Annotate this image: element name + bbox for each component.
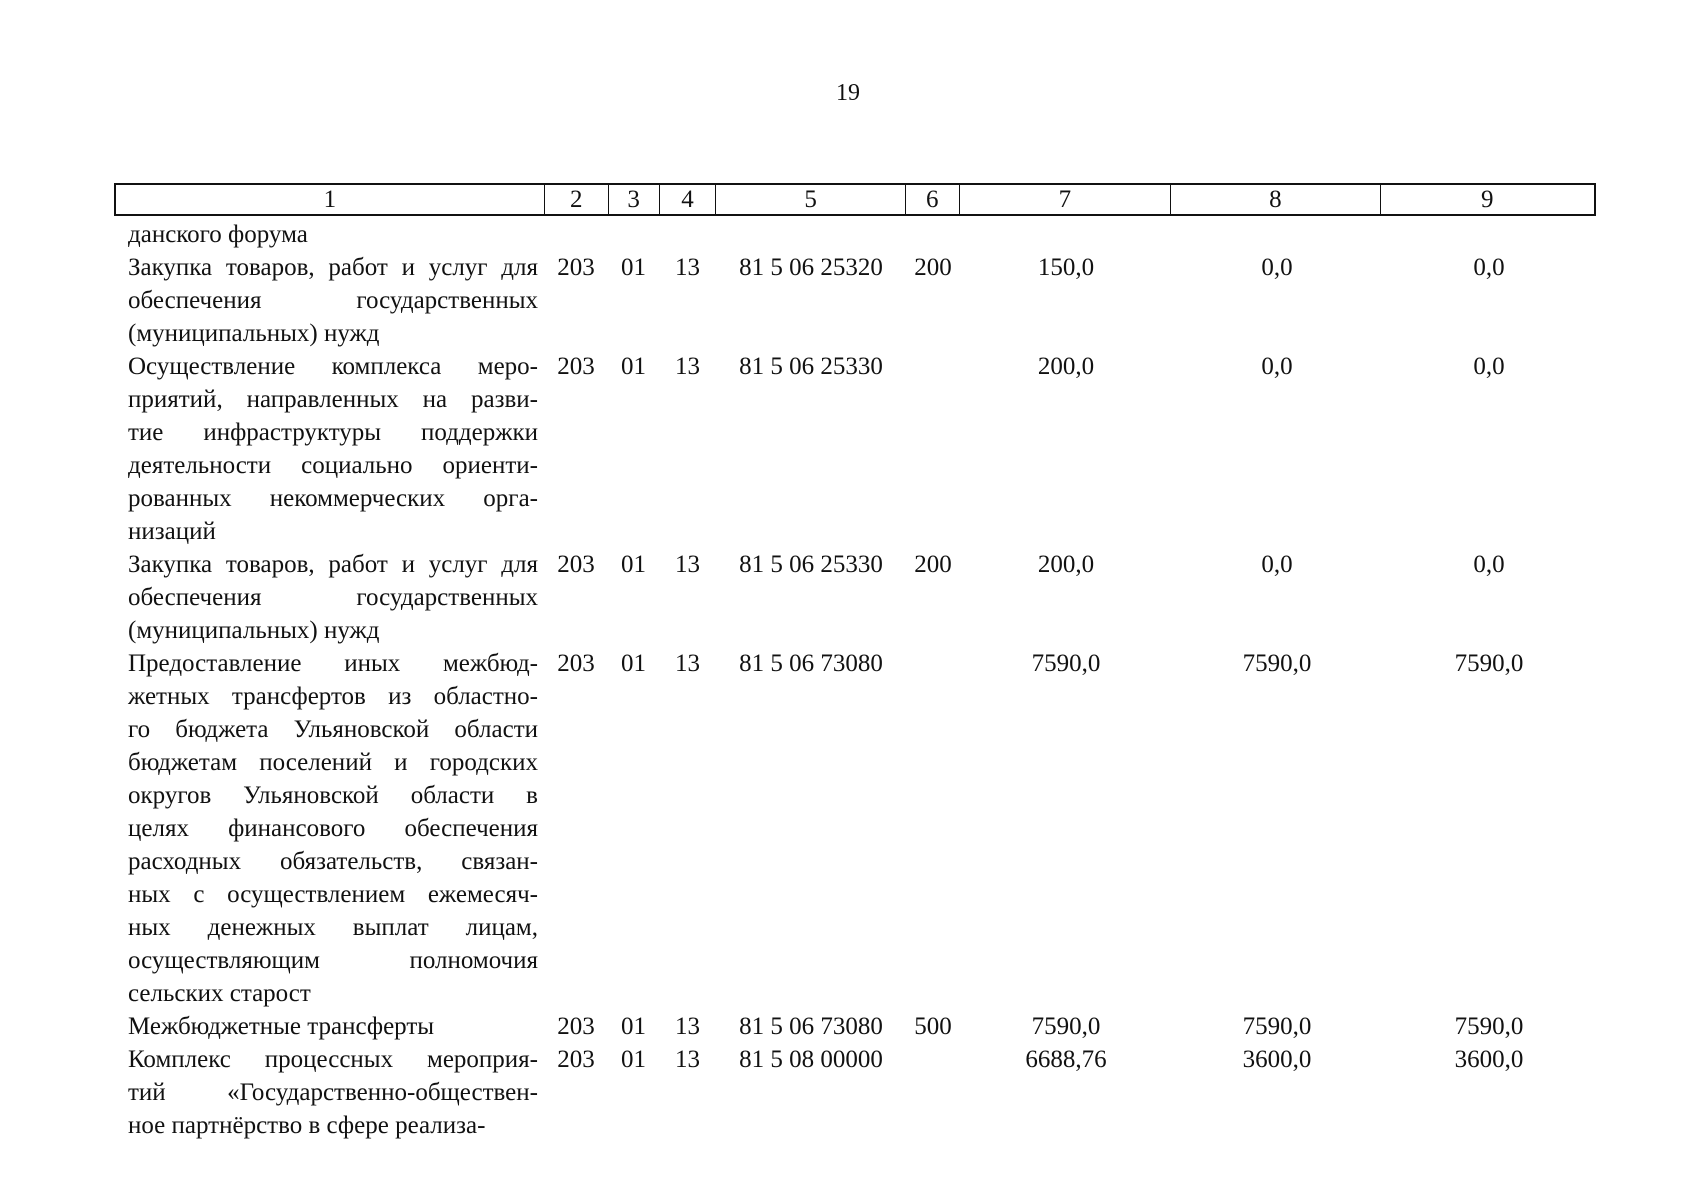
cell-col-5 — [716, 218, 906, 251]
description-line: (муниципальных) нужд — [128, 320, 380, 347]
description-line: сельских старост — [128, 980, 311, 1007]
description-line: тий «Государственно-обществен- — [128, 1079, 538, 1106]
header-cell-6: 6 — [906, 185, 960, 214]
header-cell-8: 8 — [1171, 185, 1380, 214]
cell-col-7: 150,0 — [1037, 254, 1095, 281]
cell-col-6 — [906, 350, 960, 548]
description-line: расходных обязательств, связан- — [128, 848, 538, 875]
cell-col-6 — [906, 647, 960, 1010]
description-line: Осуществление комплекса меро- — [128, 353, 538, 380]
cell-col-7: 6688,76 — [1025, 1046, 1107, 1073]
cell-col-3: 01 — [621, 650, 646, 677]
row-description — [114, 218, 544, 251]
cell-col-9 — [1382, 218, 1596, 251]
cell-col-4: 13 — [675, 650, 700, 677]
description-line: Закупка товаров, работ и услуг для — [128, 551, 538, 578]
cell-col-6: 200 — [914, 254, 952, 281]
cell-col-5: 81 5 06 73080 — [739, 1013, 883, 1040]
table-row — [114, 1043, 1596, 1142]
description-line: деятельности социально ориенти- — [128, 452, 538, 479]
cell-col-9: 3600,0 — [1454, 1046, 1524, 1073]
cell-col-9: 7590,0 — [1454, 650, 1524, 677]
cell-col-4: 13 — [675, 353, 700, 380]
description-line: го бюджета Ульяновской области — [128, 716, 538, 743]
cell-col-3: 01 — [621, 1013, 646, 1040]
table-row — [114, 251, 1596, 350]
description-line: ных денежных выплат лицам, — [128, 914, 538, 941]
header-cell-2: 2 — [545, 185, 609, 214]
cell-col-4: 13 — [675, 551, 700, 578]
description-line: приятий, направленных на разви- — [128, 386, 538, 413]
description-line: низаций — [128, 518, 216, 545]
description-line: осуществляющим полномочия — [128, 947, 538, 974]
cell-col-2: 203 — [557, 353, 595, 380]
cell-col-2: 203 — [557, 1013, 595, 1040]
cell-col-2: 203 — [557, 254, 595, 281]
cell-col-9: 0,0 — [1473, 254, 1505, 281]
description-line: данского форума — [128, 221, 308, 248]
description-line: обеспечения государственных — [128, 584, 538, 611]
header-cell-7: 7 — [960, 185, 1171, 214]
cell-col-9: 0,0 — [1473, 551, 1505, 578]
cell-col-3: 01 — [621, 551, 646, 578]
cell-col-8: 0,0 — [1261, 353, 1293, 380]
description-line: Предоставление иных межбюд- — [128, 650, 538, 677]
description-line: округов Ульяновской области в — [128, 782, 538, 809]
cell-col-2 — [544, 218, 608, 251]
header-cell-3: 3 — [609, 185, 660, 214]
cell-col-6 — [906, 1043, 960, 1142]
cell-col-7: 7590,0 — [1031, 1013, 1101, 1040]
description-line: Закупка товаров, работ и услуг для — [128, 254, 538, 281]
row-description — [114, 1043, 544, 1142]
cell-col-3: 01 — [621, 1046, 646, 1073]
description-line: целях финансового обеспечения — [128, 815, 538, 842]
table-row — [114, 1010, 1596, 1043]
cell-col-6 — [906, 218, 960, 251]
row-description — [114, 251, 544, 350]
table-row — [114, 218, 1596, 251]
row-description — [114, 548, 544, 647]
table-row — [114, 647, 1596, 1010]
cell-col-5: 81 5 06 25330 — [739, 353, 883, 380]
cell-col-2: 203 — [557, 551, 595, 578]
row-description — [114, 647, 544, 1010]
table-row — [114, 548, 1596, 647]
description-line: ных с осуществлением ежемесяч- — [128, 881, 538, 908]
cell-col-2: 203 — [557, 1046, 595, 1073]
cell-col-8: 3600,0 — [1242, 1046, 1312, 1073]
cell-col-4: 13 — [675, 1046, 700, 1073]
cell-col-5: 81 5 06 25320 — [739, 254, 883, 281]
cell-col-2: 203 — [557, 650, 595, 677]
cell-col-7 — [960, 218, 1172, 251]
description-line: обеспечения государственных — [128, 287, 538, 314]
cell-col-5: 81 5 06 73080 — [739, 650, 883, 677]
cell-col-9: 7590,0 — [1454, 1013, 1524, 1040]
description-line: тие инфраструктуры поддержки — [128, 419, 538, 446]
cell-col-8: 7590,0 — [1242, 1013, 1312, 1040]
row-description — [114, 1010, 544, 1043]
cell-col-3 — [608, 218, 659, 251]
cell-col-8: 0,0 — [1261, 254, 1293, 281]
cell-col-3: 01 — [621, 254, 646, 281]
cell-col-7: 7590,0 — [1031, 650, 1101, 677]
header-cell-5: 5 — [716, 185, 905, 214]
description-line: (муниципальных) нужд — [128, 617, 380, 644]
table-body — [114, 218, 1596, 1142]
header-cell-1: 1 — [116, 185, 545, 214]
description-line: бюджетам поселений и городских — [128, 749, 538, 776]
header-cell-9: 9 — [1481, 186, 1494, 213]
table-header — [114, 183, 1596, 216]
cell-col-4: 13 — [675, 254, 700, 281]
description-line: жетных трансфертов из областно- — [128, 683, 538, 710]
cell-col-8: 7590,0 — [1242, 650, 1312, 677]
description-line: Комплекс процессных мероприя- — [128, 1046, 538, 1073]
header-cell-4: 4 — [660, 185, 717, 214]
description-line: Межбюджетные трансферты — [128, 1013, 435, 1040]
page-number: 19 — [836, 80, 860, 106]
cell-col-3: 01 — [621, 353, 646, 380]
row-description — [114, 350, 544, 548]
cell-col-4 — [659, 218, 716, 251]
cell-col-8: 0,0 — [1261, 551, 1293, 578]
cell-col-5: 81 5 08 00000 — [739, 1046, 883, 1073]
table-row — [114, 350, 1596, 548]
cell-col-8 — [1172, 218, 1382, 251]
cell-col-5: 81 5 06 25330 — [739, 551, 883, 578]
cell-col-7: 200,0 — [1037, 551, 1095, 578]
cell-col-7: 200,0 — [1037, 353, 1095, 380]
cell-col-9: 0,0 — [1473, 353, 1505, 380]
cell-col-6: 200 — [914, 551, 952, 578]
cell-col-4: 13 — [675, 1013, 700, 1040]
description-line: рованных некоммерческих орга- — [128, 485, 538, 512]
cell-col-6: 500 — [914, 1013, 952, 1040]
description-line: ное партнёрство в сфере реализа- — [128, 1112, 486, 1139]
